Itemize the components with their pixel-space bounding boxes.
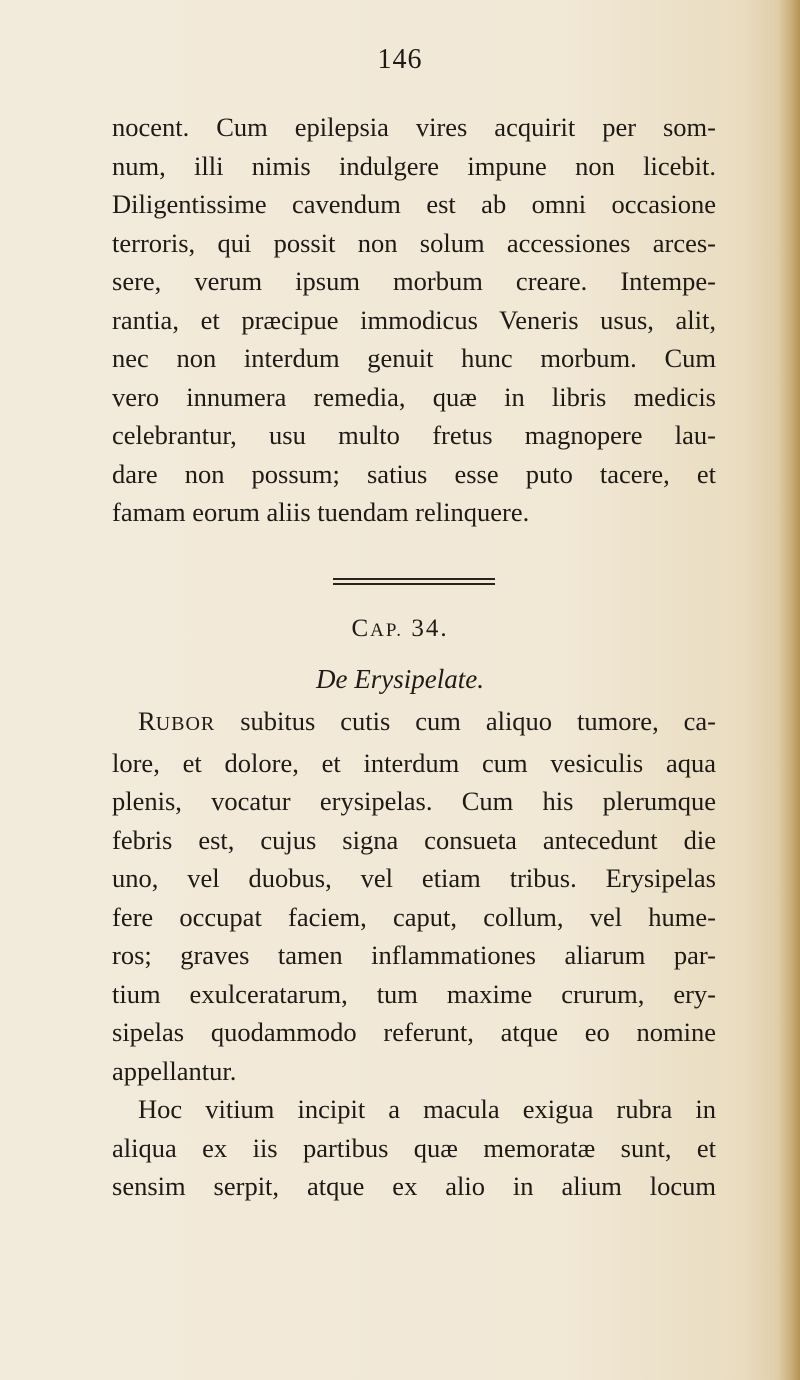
chapter-number: 34.	[411, 615, 449, 642]
text-line: tium exulceratarum, tum maxime crurum, ery-	[112, 978, 716, 1009]
first-word-initial: R	[138, 706, 156, 736]
text-line: sere, verum ipsum morbum creare. Intempe-	[112, 266, 716, 296]
text-line: lore, et dolore, et interdum cum vesiculis aqua	[112, 747, 716, 778]
text-line: ros; graves tamen inflammationes aliarum par-	[112, 940, 716, 970]
paragraph-2	[112, 702, 716, 1206]
text-line: vero innumera remedia, quæ in libris medicis	[112, 381, 716, 412]
text-line: sensim serpit, atque ex alio in alium locum	[112, 1171, 716, 1201]
text-line: sipelas quodammodo referunt, atque eo nomine	[112, 1017, 716, 1047]
text-line: appellantur.	[112, 1055, 237, 1086]
first-word-rest: UBOR	[155, 713, 216, 735]
paragraph-1	[112, 108, 716, 532]
page-number: 146	[377, 44, 423, 75]
text-line: rantia, et præcipue immodicus Veneris usus, alit,	[112, 304, 716, 335]
text-line: celebrantur, usu multo fretus magnopere lau-	[112, 420, 716, 450]
text-line-first	[112, 702, 716, 744]
text-line: uno, vel duobus, vel etiam tribus. Erysipelas	[112, 863, 716, 893]
text-line: nocent. Cum epilepsia vires acquirit per som-	[112, 112, 716, 142]
chapter-cap-initial: C	[351, 615, 371, 642]
text-line: febris est, cujus signa consueta antecedunt die	[112, 824, 716, 855]
text-line: aliqua ex iis partibus quæ memoratæ sunt, et	[112, 1132, 716, 1163]
text-line: nec non interdum genuit hunc morbum. Cum	[112, 343, 716, 373]
text-line: Diligentissime cavendum est ab omni occasione	[112, 189, 716, 219]
text-line: Hoc vitium incipit a macula exigua rubra in	[138, 1094, 716, 1124]
text-line: terroris, qui possit non solum accessiones arces-	[112, 227, 716, 258]
text-line: famam eorum aliis tuendam relinquere.	[112, 497, 530, 527]
chapter-heading	[0, 615, 800, 643]
first-line-rest: subitus cutis cum aliquo tumore, ca-	[215, 706, 716, 736]
text-line: plenis, vocatur erysipelas. Cum his plerumque	[112, 786, 716, 816]
text-line: fere occupat faciem, caput, collum, vel hume-	[112, 901, 716, 932]
chapter-cap-rest: AP.	[370, 620, 404, 641]
double-rule-divider	[333, 578, 495, 588]
text-line: dare non possum; satius esse puto tacere, et	[112, 458, 716, 489]
divider-rule	[333, 583, 495, 585]
text-line: num, illi nimis indulgere impune non licebit.	[112, 150, 716, 181]
divider-rule	[333, 578, 495, 580]
chapter-subtitle: De Erysipelate.	[316, 664, 484, 694]
